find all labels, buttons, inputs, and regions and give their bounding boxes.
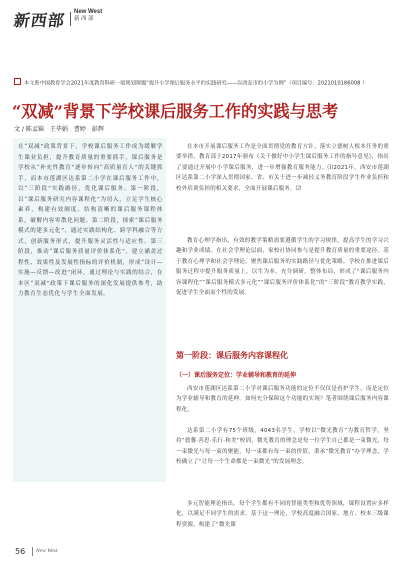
article-authors: 文 / 陈孟锦 王毕娟 曹婷 彭辉 <box>14 126 104 133</box>
footer-magazine-name: New West <box>36 548 58 554</box>
logo-en-line1: New West <box>74 9 103 15</box>
fund-note-text: 本文系中国教育学会2021年度教育科研一般规划课题“提升小学课后服务水平的实践研究——以西安市的小学为例”（项目编号：2021010186008 ） <box>24 80 368 87</box>
body-paragraph-5: 多元智能理论指出，每个学生都有不同的智能类型和优势领域，课程设置应多样化，以满足不同学生的需求。基于这一理论，学校高度融合国家、地方、校本三级课程资源，构建了“微光课 <box>176 501 389 528</box>
section-heading: 第一阶段：课后服务内容课程化 <box>176 351 288 360</box>
logo-en-line2: 新 西 部 <box>74 16 94 22</box>
subsection-heading: （一）课后服务定位：学业辅导和教育的延伸 <box>176 372 297 379</box>
magazine-logo-en <box>74 9 102 23</box>
footer-divider <box>32 547 33 556</box>
fund-note <box>14 78 389 89</box>
body-paragraph-1: 在本市开展课后服务工作是全面贯彻党的教育方针、落实立德树人根本任务的重要举措。教育部于2017年颁布《关于做好中小学生课后服务工作的指导意见》，指出了要通过开展中小学课后服务，进一步增强教育服务能力。⑴2021年，西安市莲湖区达系第二小学深入贯彻国家、省、市关于进一步减轻义务教育阶段学生作业负担和校外培训负担的相关要求，全面开展课后服务。⑵ <box>176 144 389 192</box>
logo-divider <box>70 12 71 26</box>
body-paragraph-2: 教育心理学指出，有效的教学策略需要遵循学生的学习规律，提高学生的学习兴趣和学业成绩。在社会学理论层面，家校社协同参与是提升教育质量的重要途径。基于教育心理学和社会学理论，聚焦课后服务的实践路径与优化策略，学校在推进课后服务过程中提升服务质量上，以生为本，充分调研，整体布局，形成了“课后服务内容课程化”“课后服务模式多元化”“课后服务评价体系化”的“三阶段”教育教学实践，促进学生全面而个性的发展。 <box>176 238 389 297</box>
page-number: 56 <box>15 547 26 556</box>
square-bullet-icon <box>14 78 21 85</box>
abstract-text: 在“双减”政策背景下，学校课后服务工作成为缓解学生课业负担，提升教育质量的重要抓手。课后服务是学校从“补充性教育”逐步转向“高质量育人”的关键抓手，而本市莲湖区达系第二小学在课后服务工作中，以“三阶段”实践路径，优化课后服务。第一阶段，以“课后服务研究内容课程化”为切入，立足学生核心素养，构建有效制度。结构清晰的课后服务课程体系，破解内容零散化问题。第二阶段，探索“课后服务模式的建多元化”，通过实践结构化、跨学科融合等方式，创新服务形式，提升服务灵活性与适应性。第三阶段，推动“课后服务质量评价体系化”，建立涵盖过程性、效果性及发展性指标的评价机制，形成“设计—实施—反馈—改进”闭环，通过理论与实践的结合，在本区“双减”政策下课后服务的深化发展提供参考，助力教育生态优化与学生全面发展。 <box>18 144 163 297</box>
magazine-logo: 新西部 <box>12 11 67 30</box>
article-title: “双减”背景下学校课后服务工作的实践与思考 <box>12 102 339 121</box>
body-paragraph-4: 达系第二小学有75个班级，4043名学生，学校以“微光教育”为教育哲学，坚持“德馨·善思·乐行·和美”校训，微光教育的理念是每一位学生自己都是一束微光，每一束微光与每一束的聚能，每一束都有每一束的价值，秉承“微光教育”办学理念，学校确立了“让每一个生命都是一束微光”的发展理念。 <box>176 428 389 466</box>
body-paragraph-3: 西安市莲湖区达系第二小学对课后服务功能的定位不仅仅是看护学生，而是定位为学业辅导和教育的延伸。如何充分保障这个功能的实现？笔者围绕课后服务内容课程化。 <box>176 386 389 413</box>
